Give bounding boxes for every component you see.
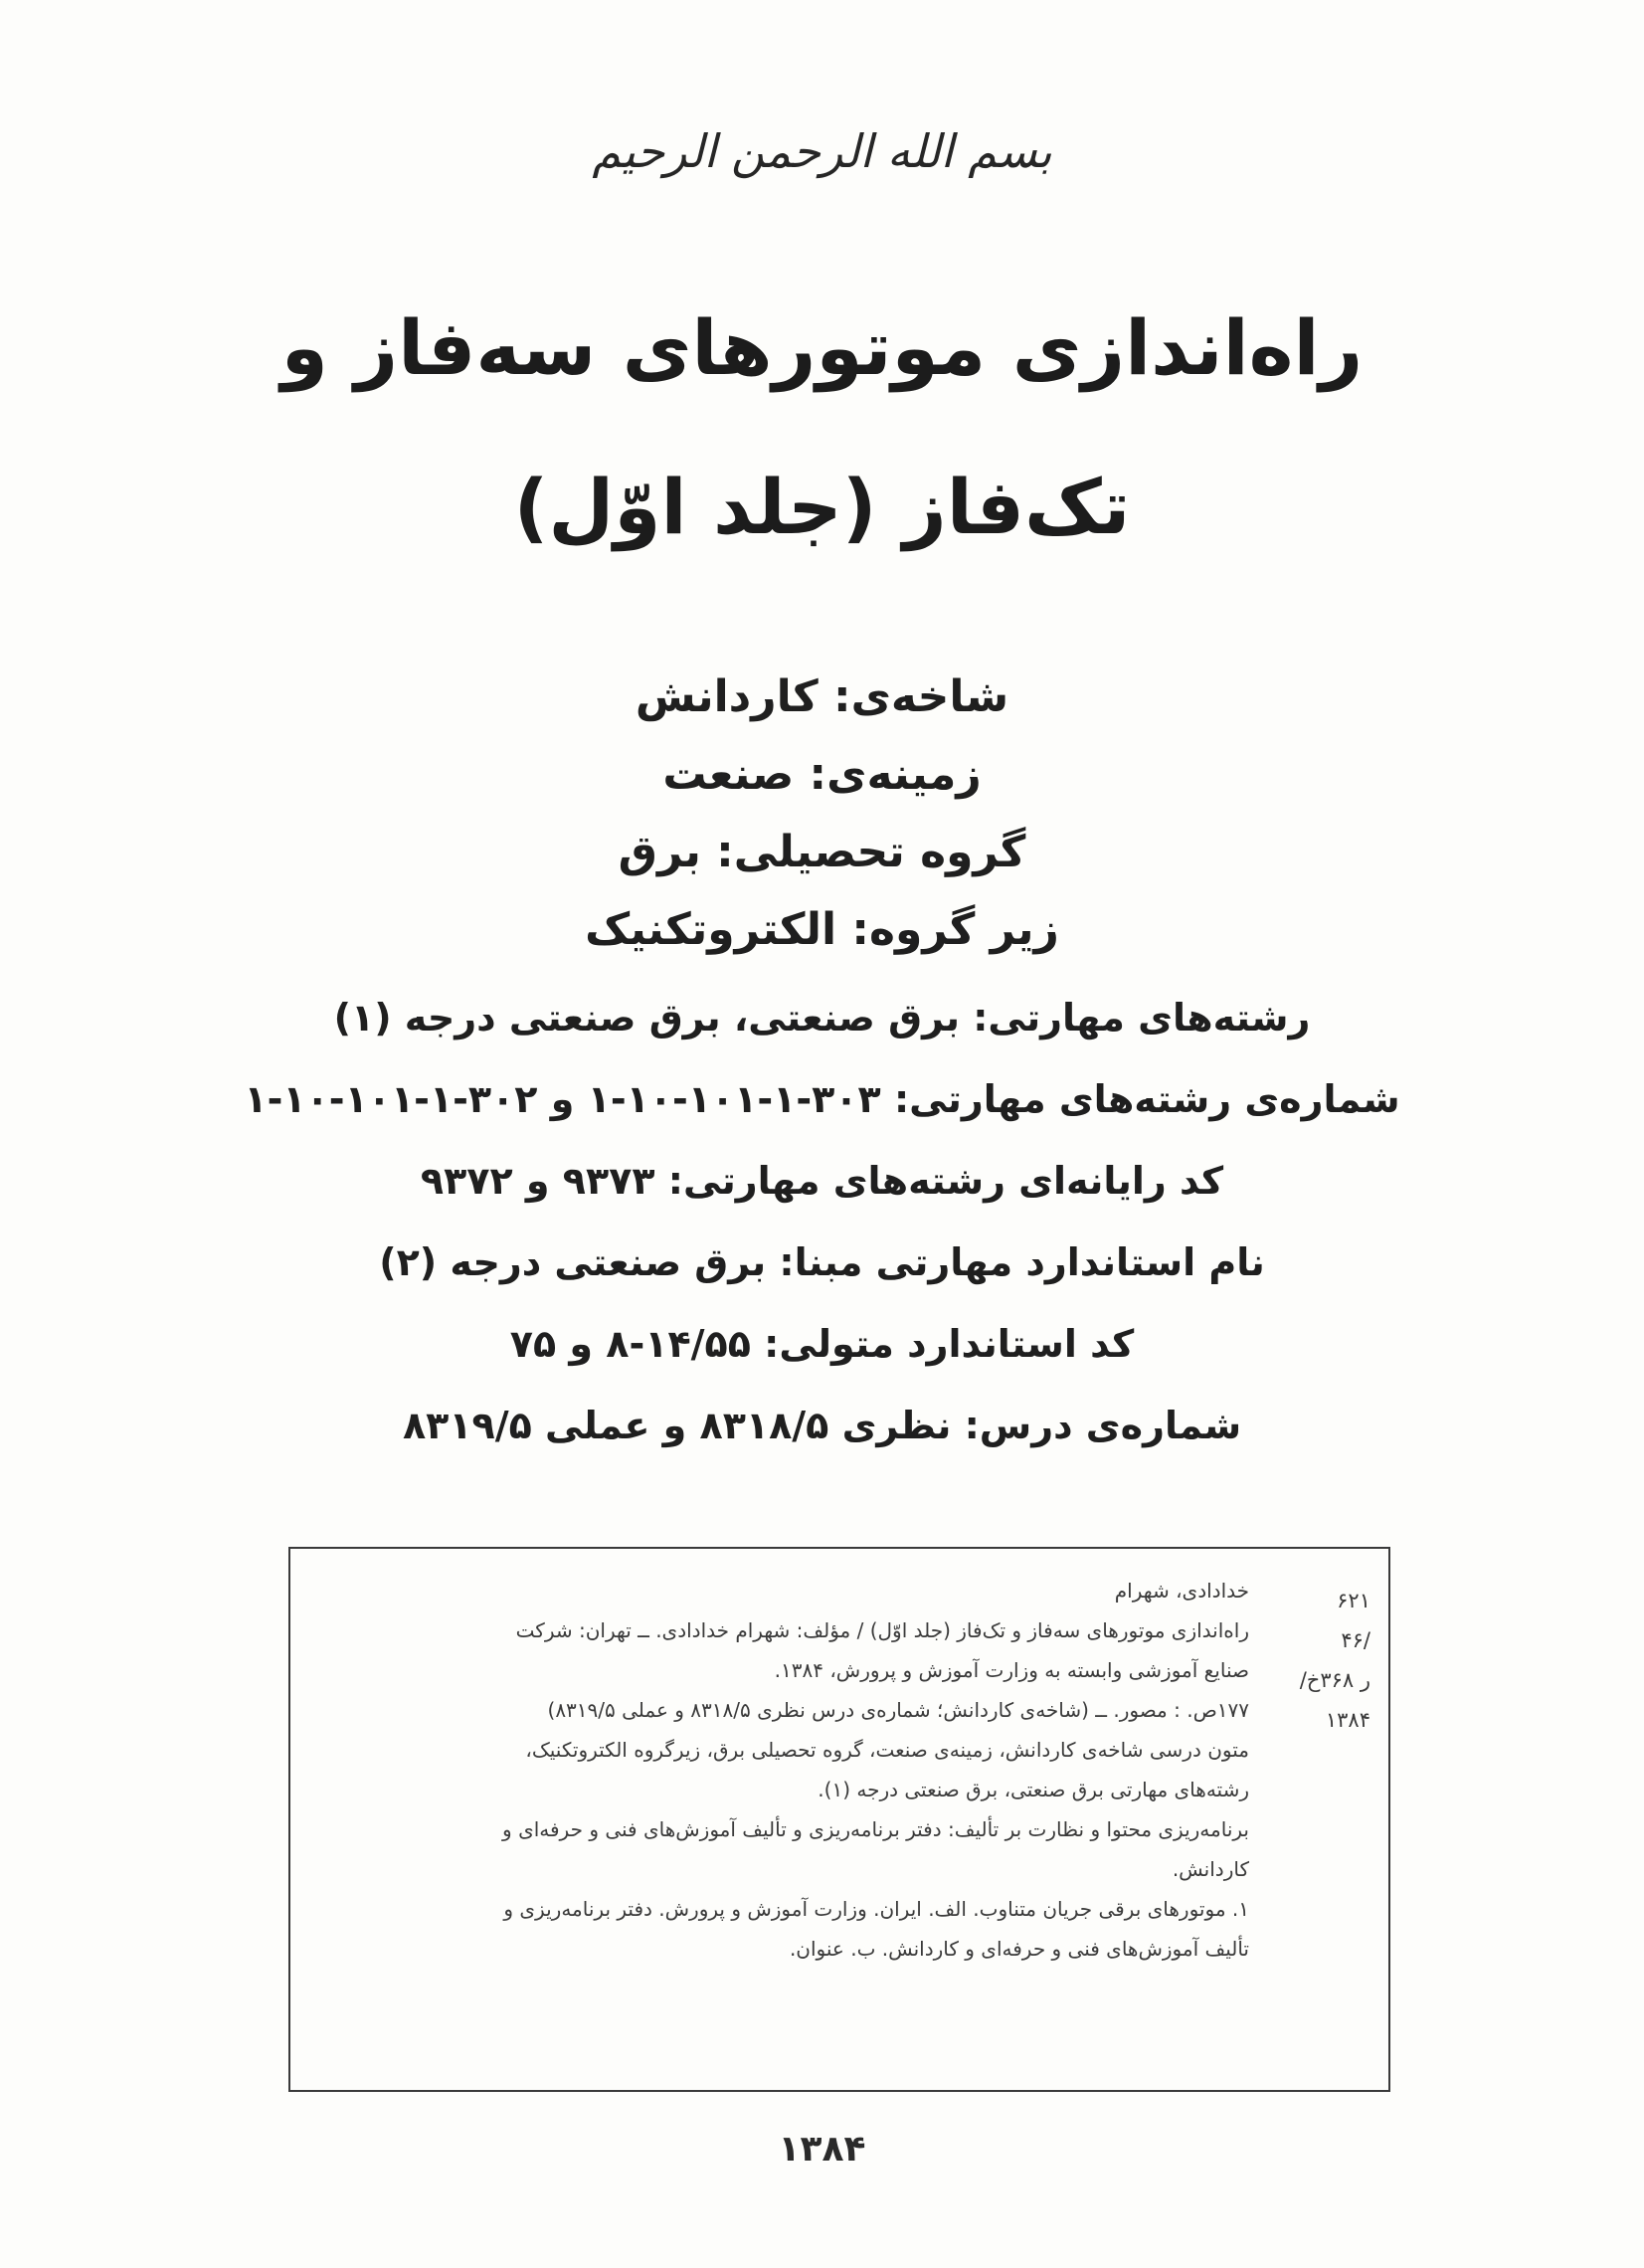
computer-code-line: کد رایانه‌ای رشته‌های مهارتی: ۹۳۷۳ و ۹۳۷۲: [420, 1159, 1224, 1203]
skill-majors-line: رشته‌های مهارتی: برق صنعتی، برق صنعتی درجه (۱): [333, 996, 1311, 1040]
branch-line: شاخه‌ی: کاردانش: [635, 671, 1009, 722]
publication-year: ۱۳۸۴: [778, 2129, 866, 2170]
cip-line: رشته‌های مهارتی برق صنعتی، برق صنعتی درجه (۱).: [818, 1778, 1249, 1801]
cip-line: صنایع آموزشی وابسته به وزارت آموزش و پرورش، ۱۳۸۴.: [774, 1658, 1249, 1682]
cip-class-line: ر ۳۶۸خ/: [1299, 1668, 1370, 1692]
cip-record-text: [314, 1571, 1249, 1969]
course-number-line: شماره‌ی درس: نظری ۸۳۱۸/۵ و عملی ۸۳۱۹/۵: [402, 1404, 1242, 1447]
standard-code-line: کد استاندارد متولی: ۱۴/۵۵-۸ و ۷۵: [509, 1322, 1135, 1366]
study-group-line: گروه تحصیلی: برق: [618, 827, 1026, 877]
cip-line: تألیف آموزش‌های فنی و حرفه‌ای و کاردانش. ب. عنوان.: [789, 1937, 1249, 1961]
basmala-calligraphy: بسم الله الرحمن الرحيم: [592, 124, 1052, 178]
cip-class-line: ۶۲۱: [1337, 1589, 1370, 1612]
cip-line: کاردانش.: [1172, 1857, 1249, 1881]
subgroup-line: زیر گروه: الکتروتکنیک: [585, 904, 1059, 955]
cip-line: متون درسی شاخه‌ی کاردانش، زمینه‌ی صنعت، گروه تحصیلی برق، زیرگروه الکتروتکنیک،: [525, 1738, 1249, 1762]
book-title-line-2: تک‌فاز (جلد اوّل): [513, 463, 1131, 551]
cataloging-in-publication-box: [288, 1547, 1390, 2092]
cip-line: برنامه‌ریزی محتوا و نظارت بر تألیف: دفتر برنامه‌ریزی و تألیف آموزش‌های فنی و حرفه‌ای و: [502, 1817, 1249, 1841]
cip-class-line: /۴۶: [1341, 1628, 1370, 1652]
cip-classification-number: [1261, 1581, 1370, 1740]
cip-line: راه‌اندازی موتورهای سه‌فاز و تک‌فاز (جلد اوّل) / مؤلف: شهرام خدادادی. ــ تهران: شرکت: [515, 1618, 1249, 1642]
field-line: زمینه‌ی: صنعت: [662, 749, 982, 800]
cip-line: ۱۷۷ص. : مصور. ــ (شاخه‌ی کاردانش؛ شماره‌ی درس نظری ۸۳۱۸/۵ و عملی ۸۳۱۹/۵): [547, 1698, 1249, 1722]
cip-class-line: ۱۳۸۴: [1325, 1708, 1370, 1732]
book-title-line-1: راه‌اندازی موتورهای سه‌فاز و: [280, 303, 1364, 392]
cip-author: خدادادی، شهرام: [1114, 1579, 1249, 1603]
cip-line: ۱. موتورهای برقی جریان متناوب. الف. ایران. وزارت آموزش و پرورش. دفتر برنامه‌ریزی و: [503, 1897, 1249, 1921]
skill-major-numbers-line: شماره‌ی رشته‌های مهارتی: ۳۰۳-۱-۱۰۱-۱۰-۱ و ۳۰۲-۱-۱۰۱-۱۰-۱: [244, 1077, 1400, 1121]
standard-name-line: نام استاندارد مهارتی مبنا: برق صنعتی درجه (۲): [379, 1240, 1265, 1284]
